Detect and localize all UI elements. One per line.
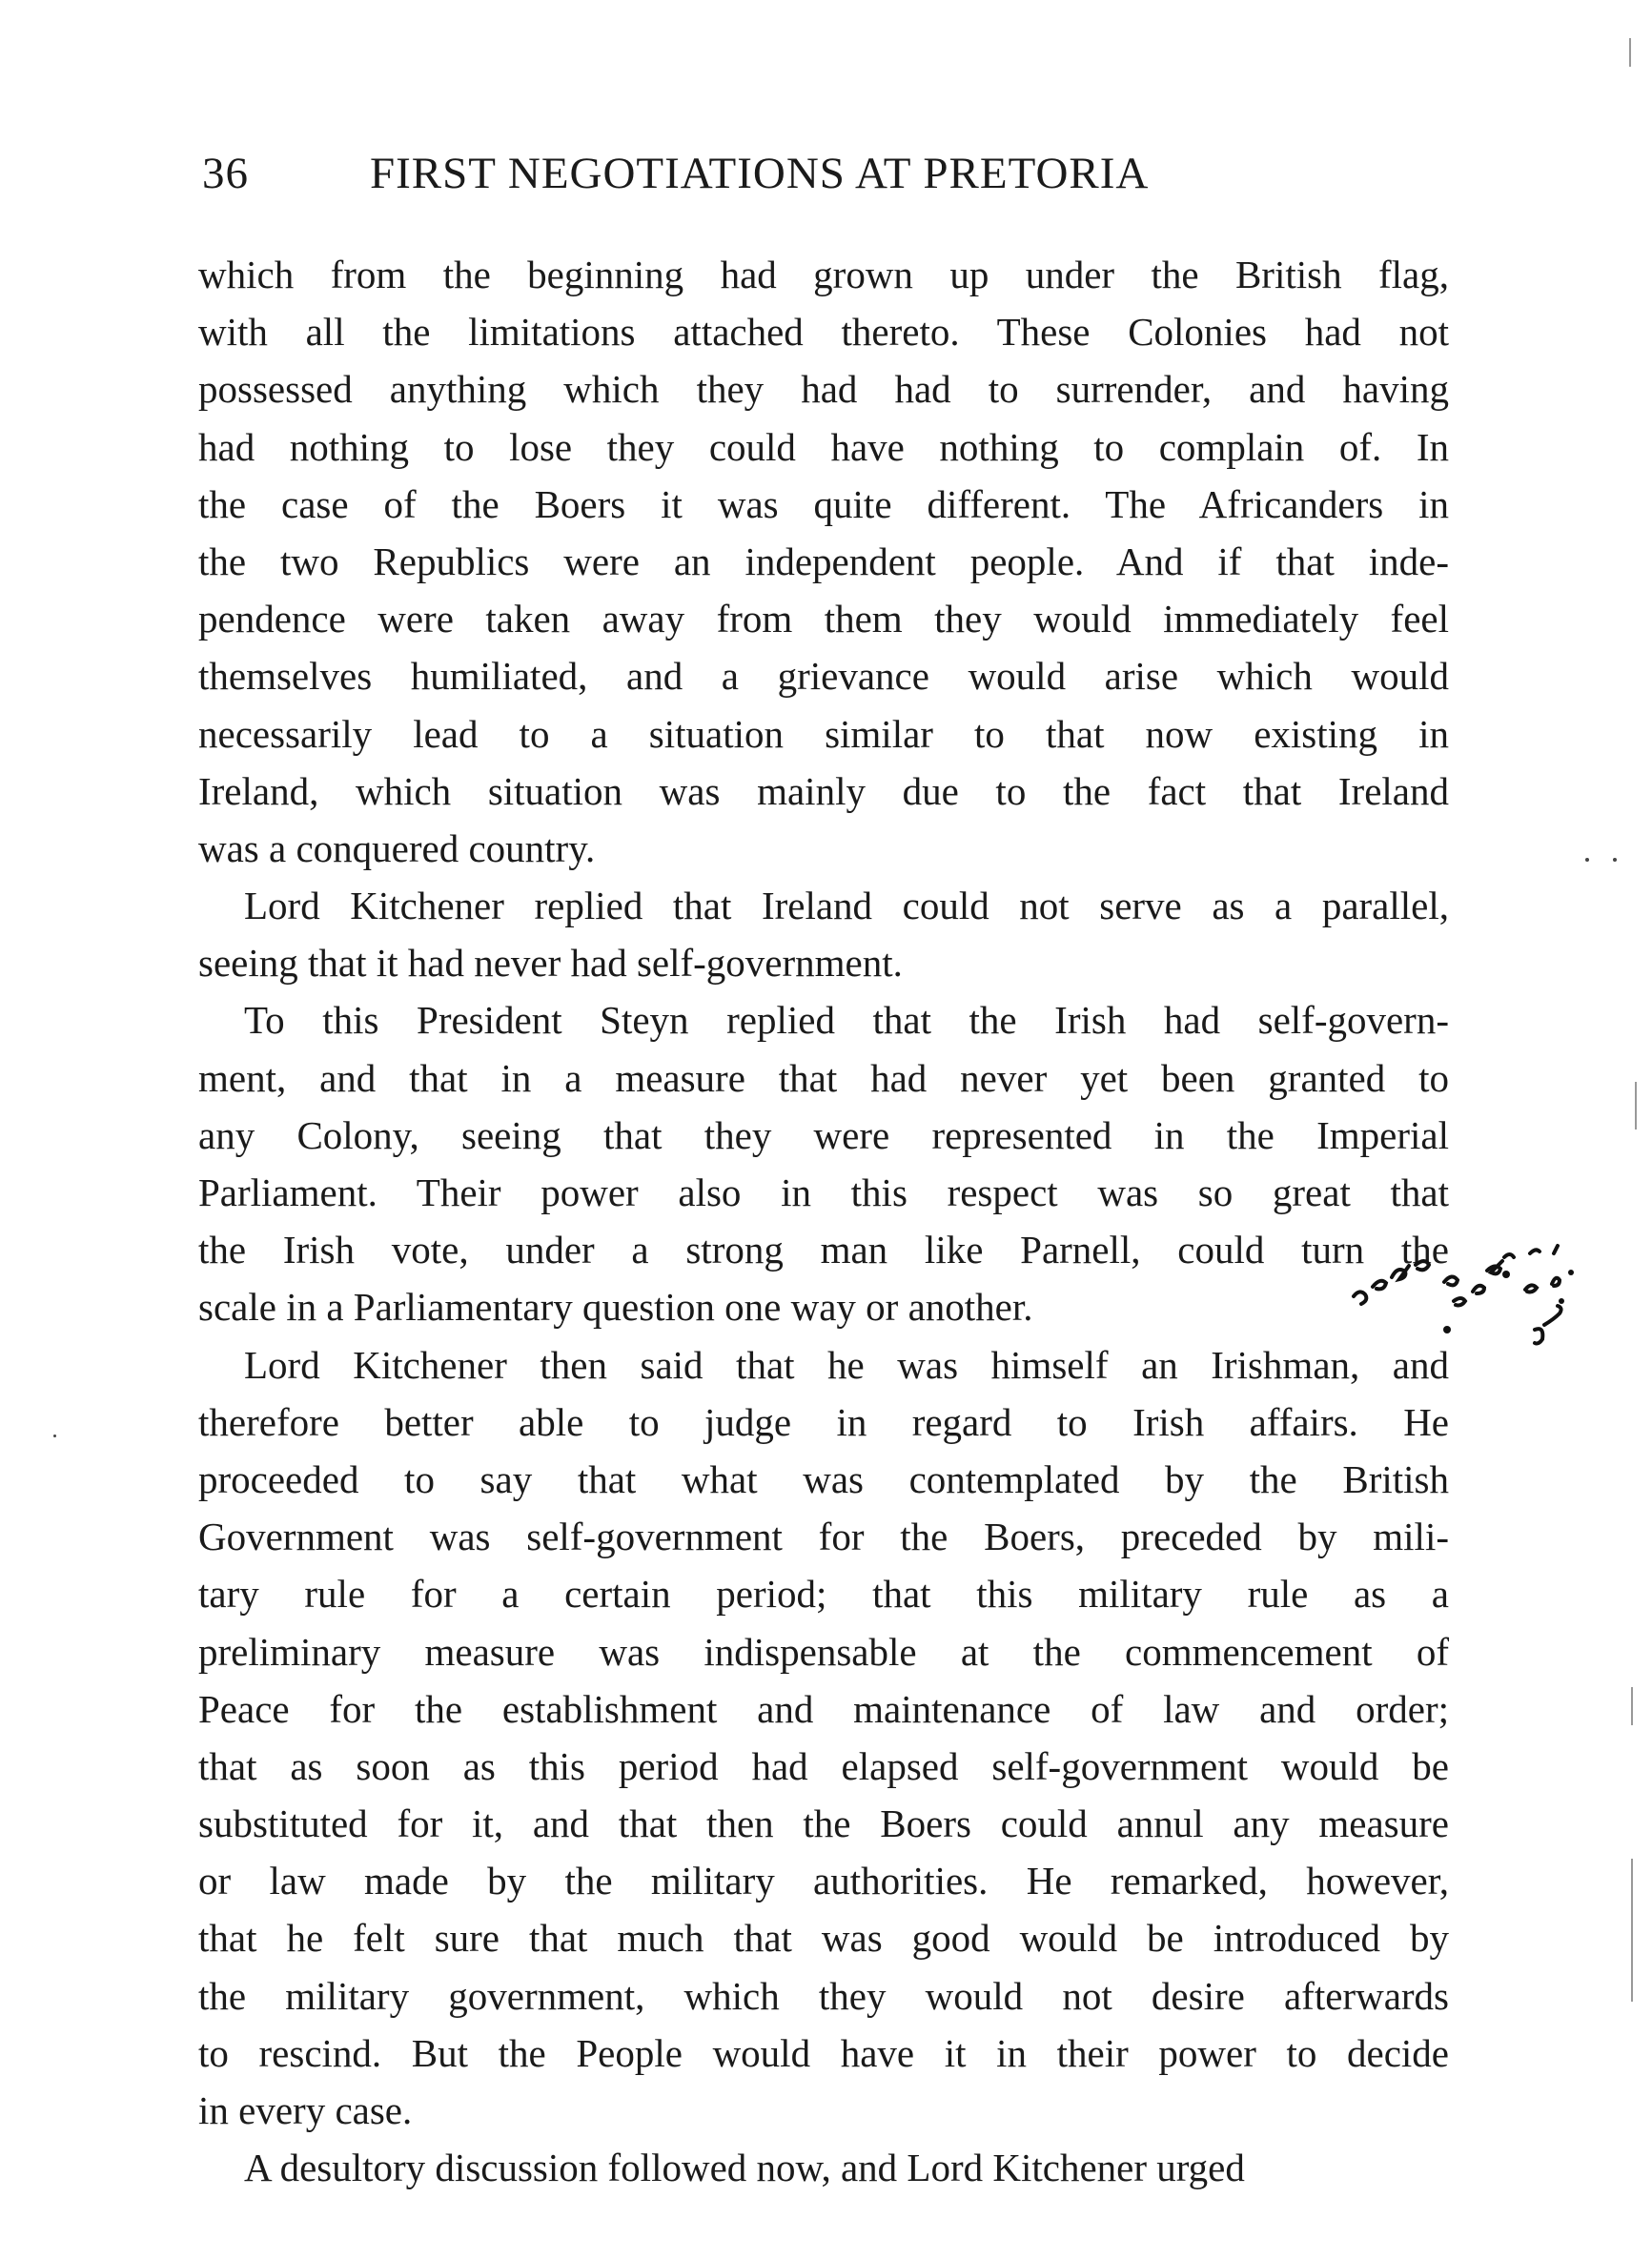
- text-line: preliminary measure was indispensable at the commencement of: [198, 1629, 1449, 1674]
- text-line: Government was self-government for the Boers, preceded by mili-: [198, 1515, 1449, 1559]
- scan-edge-mark: [1629, 38, 1631, 67]
- text-line: with all the limitations attached thereto. These Colonies had not: [198, 310, 1449, 355]
- text-line: the Irish vote, under a strong man like Parnell, could turn the: [198, 1228, 1449, 1272]
- text-line: To this President Steyn replied that the Irish had self-govern-: [244, 998, 1449, 1043]
- text-line: the military government, which they would not desire afterwards: [198, 1973, 1449, 2018]
- paragraph: [198, 991, 1449, 1335]
- scan-edge-mark: [1635, 1082, 1637, 1130]
- text-line: the two Republics were an independent people. And if that inde-: [198, 539, 1449, 583]
- text-line: themselves humiliated, and a grievance would arise which would: [198, 654, 1449, 699]
- text-line: Lord Kitchener replied that Ireland could not serve as a parallel,: [244, 884, 1449, 928]
- body-text: [198, 246, 1449, 2196]
- text-line: tary rule for a certain period; that this military rule as a: [198, 1572, 1449, 1617]
- scan-edge-mark: [1631, 1687, 1633, 1725]
- text-line: Lord Kitchener then said that he was himself an Irishman, and: [244, 1342, 1449, 1387]
- paragraph: [198, 246, 1449, 877]
- text-line: seeing that it had never had self-government.: [198, 941, 903, 986]
- handwritten-annotation: [1335, 1234, 1582, 1377]
- text-line: to rescind. But the People would have it in their power to decide: [198, 2030, 1449, 2075]
- text-line: ment, and that in a measure that had never yet been granted to: [198, 1055, 1449, 1100]
- page-number: 36: [202, 149, 249, 198]
- text-line: had nothing to lose they could have nothing to complain of. In: [198, 424, 1449, 469]
- scribble-icon: [1335, 1234, 1582, 1377]
- text-line: necessarily lead to a situation similar to that now existing in: [198, 711, 1449, 756]
- text-line: pendence were taken away from them they would immediately feel: [198, 597, 1449, 641]
- running-title: FIRST NEGOTIATIONS AT PRETORIA: [370, 149, 1150, 198]
- text-line: scale in a Parliamentary question one way or another.: [198, 1285, 1033, 1330]
- running-header: [202, 148, 1441, 205]
- text-line: that he felt sure that much that was good would be introduced by: [198, 1916, 1449, 1961]
- paragraph: [198, 1336, 1449, 2140]
- text-line: A desultory discussion followed now, and Lord Kitchener urged: [244, 2146, 1245, 2190]
- text-line: any Colony, seeing that they were represented in the Imperial: [198, 1112, 1449, 1157]
- text-line: Parliament. Their power also in this respect was so great that: [198, 1170, 1449, 1214]
- text-line: or law made by the military authorities. He remarked, however,: [198, 1859, 1449, 1903]
- scan-speck: [1585, 858, 1589, 862]
- scan-speck: [1613, 858, 1617, 862]
- text-line: which from the beginning had grown up under the British flag,: [198, 253, 1449, 296]
- text-line: Peace for the establishment and maintenance of law and order;: [198, 1686, 1449, 1731]
- text-line: possessed anything which they had had to surrender, and having: [198, 367, 1449, 412]
- paragraph: [198, 2139, 1449, 2196]
- scan-edge-mark: [1631, 1859, 1633, 2002]
- text-line: Ireland, which situation was mainly due to the fact that Ireland: [198, 768, 1449, 813]
- text-line: the case of the Boers it was quite different. The Africanders in: [198, 481, 1449, 526]
- text-line: in every case.: [198, 2088, 413, 2132]
- paragraph: [198, 877, 1449, 991]
- text-line: was a conquered country.: [198, 825, 596, 870]
- scan-speck: [53, 1435, 56, 1437]
- text-line: proceeded to say that what was contemplated by the British: [198, 1456, 1449, 1501]
- text-line: substituted for it, and that then the Boers could annul any measure: [198, 1801, 1449, 1846]
- text-line: therefore better able to judge in regard to Irish affairs. He: [198, 1399, 1449, 1444]
- text-line: that as soon as this period had elapsed self-government would be: [198, 1743, 1449, 1788]
